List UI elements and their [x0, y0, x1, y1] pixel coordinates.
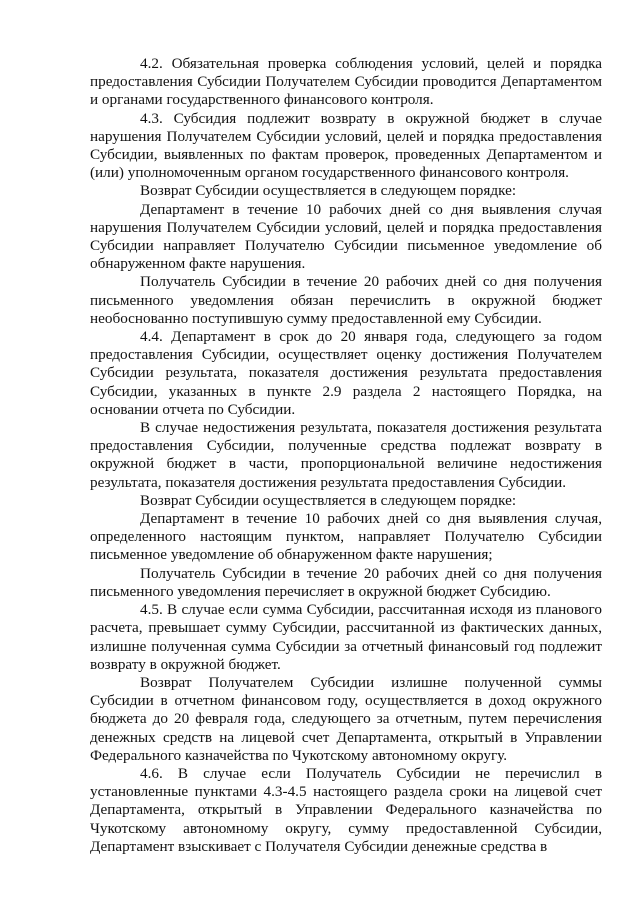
paragraph-underachievement: В случае недостижения результата, показателя достижения результата предоставления Субсидии, полученные средства подлежат возврату в окружной бюджет в части, пропорциональной величине недостижения результата, показателя достижения результата предоставления Субсидии.: [90, 419, 602, 491]
paragraph-4-6: 4.6. В случае если Получатель Субсидии не перечислил в установленные пунктами 4.3-4.5 настоящего раздела сроки на лицевой счет Департамента, открытый в Управлении Федерального казначейства по Чукотскому автономному округу, сумму предоставленной Субсидии, Департамент взыскивает с Получателя Субсидии денежные средства в: [90, 764, 602, 855]
paragraph-excess-return: Возврат Получателем Субсидии излишне полученной суммы Субсидии в отчетном финансовом году, осуществляется в доход окружного бюджета до 20 февраля года, следующего за отчетным, путем перечисления денежных средств на лицевой счет Департамента, открытый в Управлении Федерального казначейства по Чукотскому автономному округу.: [90, 673, 602, 764]
paragraph-4-2: 4.2. Обязательная проверка соблюдения условий, целей и порядка предоставления Субсидии Получателем Субсидии проводится Департаментом и органами государственного финансового контроля.: [90, 55, 602, 109]
paragraph-return-order-2: Возврат Субсидии осуществляется в следующем порядке:: [140, 491, 517, 509]
paragraph-4-5: 4.5. В случае если сумма Субсидии, рассчитанная исходя из планового расчета, превышает сумму Субсидии, рассчитанной из фактических данных, излишне полученная сумма Субсидии за отчетный финансовый год подлежит возврату в окружной бюджет.: [90, 601, 602, 673]
paragraph-4-3: 4.3. Субсидия подлежит возврату в окружной бюджет в случае нарушения Получателем Субсидии условий, целей и порядка предоставления Субсидии, выявленных по фактам проверок, проведенных Департаментом и (или) уполномоченным органом государственного финансового контроля.: [90, 109, 602, 182]
paragraph-4-4: 4.4. Департамент в срок до 20 января года, следующего за годом предоставления Субсидии, осуществляет оценку достижения Получателем Субсидии результата, показателя достижения результата предоставления Субсидии, указанных в пункте 2.9 раздела 2 настоящего Порядка, на основании отчета по Субсидии.: [90, 328, 602, 418]
paragraph-department-notice-2: Департамент в течение 10 рабочих дней со дня выявления случая, определенного настоящим пунктом, направляет Получателю Субсидии письменное уведомление об обнаруженном факте нарушения;: [90, 510, 602, 564]
document-page: [90, 55, 602, 856]
paragraph-recipient-transfer-2: Получатель Субсидии в течение 20 рабочих дней со дня получения письменного уведомления перечисляет в окружной бюджет Субсидию.: [90, 564, 602, 600]
paragraph-department-notice-1: Департамент в течение 10 рабочих дней со дня выявления случая нарушения Получателем Субсидии условий, целей и порядка предоставления Субсидии направляет Получателю Субсидии письменное уведомление об обнаруженном факте нарушения.: [90, 200, 602, 273]
paragraph-recipient-transfer-1: Получатель Субсидии в течение 20 рабочих дней со дня получения письменного уведомления обязан перечислить в окружной бюджет необоснованно поступившую сумму предоставленной ему Субсидии.: [90, 273, 602, 327]
paragraph-return-order-1: Возврат Субсидии осуществляется в следующем порядке:: [140, 182, 517, 200]
